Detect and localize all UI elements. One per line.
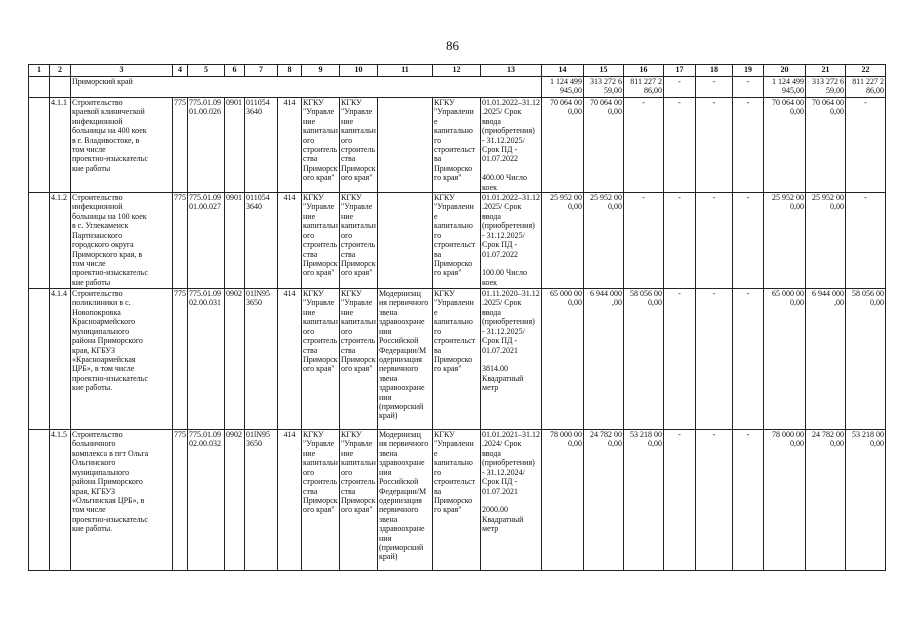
table-cell: 775 (173, 98, 188, 193)
table-cell: КГКУ "Управлени е капитально го строительст ва Приморско го края" (433, 430, 481, 571)
table-cell: КГКУ "Управле ние капитальн ого строитель ства Приморск ого края" (340, 289, 378, 430)
table-cell (50, 77, 71, 98)
table-cell: 775.01.09 01.00.027 (188, 193, 225, 289)
column-header: 7 (245, 65, 278, 77)
table-cell: КГКУ "Управле ние капитальн ого строитель ства Приморск ого края" (340, 430, 378, 571)
row-number: 4.1.5 (50, 430, 71, 571)
table-cell: - (846, 193, 886, 289)
table-cell: КГКУ "Управлени е капитально го строительст ва Приморско го края" (433, 289, 481, 430)
column-header: 19 (733, 65, 764, 77)
table-cell: Модернизац ия первичного звена здравоохране ния Российской Федерации/М одернизация первичного звена здравоохране ния (приморский край) (378, 430, 433, 571)
table-cell: - (696, 430, 733, 571)
table-cell: 775.01.09 01.00.026 (188, 98, 225, 193)
column-header: 2 (50, 65, 71, 77)
table-cell: 70 064 00 0,00 (584, 98, 624, 193)
table-cell: - (846, 98, 886, 193)
column-header: 20 (764, 65, 806, 77)
table-cell (29, 193, 50, 289)
table-cell: - (696, 193, 733, 289)
table-cell: КГКУ "Управлени е капитально го строительст ва Приморско го края" (433, 193, 481, 289)
table-cell: 811 227 2 86,00 (846, 77, 886, 98)
object-name: Строительство краевой клинической инфекционной больницы на 400 коек в г. Владивостоке, в том числе проектно-изыскательс кие работы (71, 98, 173, 193)
table-cell: 414 (278, 193, 302, 289)
table-cell: 78 000 00 0,00 (764, 430, 806, 571)
table-cell (29, 98, 50, 193)
column-header: 15 (584, 65, 624, 77)
column-header: 4 (173, 65, 188, 77)
table-cell: - (733, 77, 764, 98)
table-cell: 811 227 2 86,00 (624, 77, 664, 98)
table-cell: 0902 (225, 289, 245, 430)
table-cell: Модернизац ия первичного звена здравоохране ния Российской Федерации/М одернизация первичного звена здравоохране ния (приморский край) (378, 289, 433, 430)
object-name: Строительство поликлиники в с. Новопокровка Красноармейского муниципального района Приморского края, КГБУЗ «Красноармейская ЦРБ», в том числе проектно-изыскательс кие работы. (71, 289, 173, 430)
table-cell: 01lN95 3650 (245, 430, 278, 571)
table-cell: 53 218 00 0,00 (624, 430, 664, 571)
table-cell: 25 952 00 0,00 (806, 193, 846, 289)
table-cell: 70 064 00 0,00 (806, 98, 846, 193)
column-header: 3 (71, 65, 173, 77)
table-cell: 01.11.2020–31.12 .2025/ Срок ввода (приобретения) - 31.12.2025/ Срок ПД - 01.07.2021 3814.00 Квадратный метр (481, 289, 542, 430)
table-cell (29, 430, 50, 571)
row-number: 4.1.1 (50, 98, 71, 193)
table-cell: 25 952 00 0,00 (542, 193, 584, 289)
table-cell: 6 944 000 ,00 (806, 289, 846, 430)
table-cell: 25 952 00 0,00 (584, 193, 624, 289)
region-name: Приморский край (71, 77, 542, 98)
table-cell: 0901 (225, 98, 245, 193)
table-cell: 53 218 00 0,00 (846, 430, 886, 571)
column-header: 16 (624, 65, 664, 77)
table-cell: - (624, 193, 664, 289)
table-cell: - (696, 289, 733, 430)
table-cell: 414 (278, 430, 302, 571)
object-name: Строительство инфекционной больницы на 100 коек в с. Углекаменск Партизанского городского округа Приморского края, в том числе проектно-изыскательс кие работы (71, 193, 173, 289)
table-cell: 1 124 499 945,00 (542, 77, 584, 98)
table-cell: 24 782 00 0,00 (584, 430, 624, 571)
table-cell: 65 000 00 0,00 (542, 289, 584, 430)
table-cell: 01.01.2021–31.12 .2024/ Срок ввода (приобретения) - 31.12.2024/ Срок ПД - 01.07.2021 2000.00 Квадратный метр (481, 430, 542, 571)
page-number: 86 (446, 38, 459, 53)
table-cell: КГКУ "Управле ние капитальн ого строитель ства Приморск ого края" (340, 98, 378, 193)
table-cell: 58 056 00 0,00 (846, 289, 886, 430)
table-cell: 01lN95 3650 (245, 289, 278, 430)
table-cell: 775 (173, 193, 188, 289)
table-row (29, 289, 886, 430)
region-total-row (29, 77, 886, 98)
table-cell: 1 124 499 945,00 (764, 77, 806, 98)
column-header: 13 (481, 65, 542, 77)
budget-table (28, 64, 886, 571)
table-cell: КГКУ "Управле ние капитальн ого строитель ства Приморск ого края" (302, 193, 340, 289)
column-header: 14 (542, 65, 584, 77)
column-number-row (29, 65, 886, 77)
table-cell: 414 (278, 289, 302, 430)
table-cell: 24 782 00 0,00 (806, 430, 846, 571)
table-cell: КГКУ "Управлени е капитально го строительст ва Приморско го края" (433, 98, 481, 193)
table-cell: КГКУ "Управле ние капитальн ого строитель ства Приморск ого края" (302, 98, 340, 193)
column-header: 22 (846, 65, 886, 77)
table-cell: - (624, 98, 664, 193)
table-cell: - (664, 430, 696, 571)
column-header: 12 (433, 65, 481, 77)
table-cell: - (696, 98, 733, 193)
table-cell: 70 064 00 0,00 (542, 98, 584, 193)
table-cell: 775 (173, 289, 188, 430)
table-cell: 01.01.2022–31.12 .2025/ Срок ввода (приобретения) - 31.12.2025/ Срок ПД - 01.07.2022 400.00 Число коек (482, 98, 540, 192)
column-header: 10 (340, 65, 378, 77)
table-cell: 775.01.09 02.00.032 (188, 430, 225, 571)
table-cell (29, 77, 50, 98)
table-cell: - (664, 98, 696, 193)
table-cell: 58 056 00 0,00 (624, 289, 664, 430)
table-cell: - (664, 193, 696, 289)
table-cell: 011054 3640 (245, 98, 278, 193)
column-header: 9 (302, 65, 340, 77)
table-cell: 70 064 00 0,00 (764, 98, 806, 193)
table-cell: 0901 (225, 193, 245, 289)
column-header: 8 (278, 65, 302, 77)
table-cell: - (664, 77, 696, 98)
table-cell: - (733, 98, 764, 193)
table-cell (378, 98, 433, 193)
column-header: 1 (29, 65, 50, 77)
table-cell: - (733, 430, 764, 571)
table-cell: - (664, 289, 696, 430)
column-header: 5 (188, 65, 225, 77)
table-cell: 313 272 6 59,00 (806, 77, 846, 98)
table-cell: 0902 (225, 430, 245, 571)
table-cell: КГКУ "Управле ние капитальн ого строитель ства Приморск ого края" (302, 430, 340, 571)
table-cell: 775.01.09 02.00.031 (188, 289, 225, 430)
table-cell: 414 (278, 98, 302, 193)
table-cell: - (696, 77, 733, 98)
table-cell: 775 (173, 430, 188, 571)
table-cell (378, 193, 433, 289)
table-row (29, 430, 886, 571)
column-header: 6 (225, 65, 245, 77)
column-header: 17 (664, 65, 696, 77)
table-cell: 313 272 6 59,00 (584, 77, 624, 98)
column-header: 11 (378, 65, 433, 77)
column-header: 21 (806, 65, 846, 77)
table-cell: КГКУ "Управле ние капитальн ого строитель ства Приморск ого края" (302, 289, 340, 430)
table-cell: 01.01.2022–31.12 .2025/ Срок ввода (приобретения) - 31.12.2025/ Срок ПД - 01.07.2022 100.00 Число коек (482, 193, 540, 287)
table-cell: 25 952 00 0,00 (764, 193, 806, 289)
table-cell (29, 289, 50, 430)
table-row (29, 98, 886, 193)
table-cell: - (733, 289, 764, 430)
table-row (29, 193, 886, 289)
table-cell: 78 000 00 0,00 (542, 430, 584, 571)
row-number: 4.1.4 (50, 289, 71, 430)
table-cell: 011054 3640 (245, 193, 278, 289)
table-cell: КГКУ "Управле ние капитальн ого строитель ства Приморск ого края" (340, 193, 378, 289)
column-header: 18 (696, 65, 733, 77)
table-cell: - (733, 193, 764, 289)
row-number: 4.1.2 (50, 193, 71, 289)
table-cell: 65 000 00 0,00 (764, 289, 806, 430)
object-name: Строительство больничного комплекса в пгт Ольга Ольгинского муниципального района Приморского края, КГБУЗ «Ольгинская ЦРБ», в том числе проектно-изыскательс кие работы. (71, 430, 173, 571)
table-cell: 6 944 000 ,00 (584, 289, 624, 430)
